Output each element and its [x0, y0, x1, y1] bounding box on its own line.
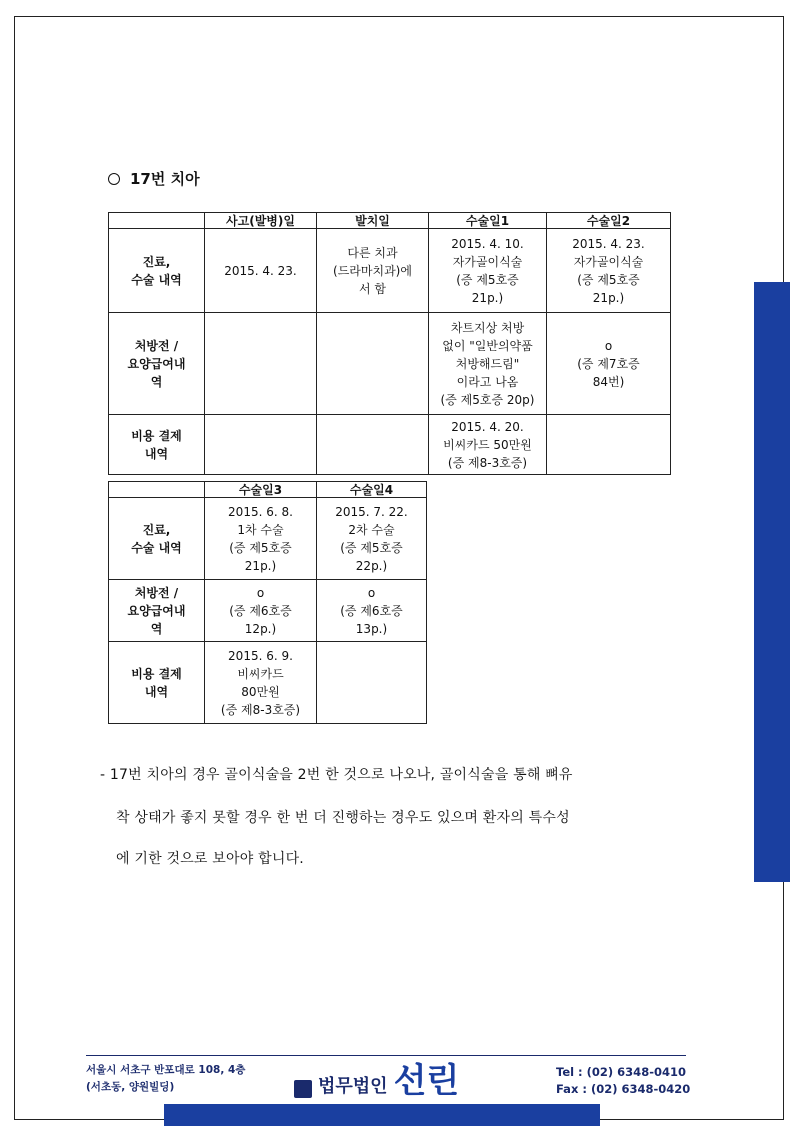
- table-cell: o (증 제6호증 12p.): [205, 580, 317, 642]
- row-label: 진료, 수술 내역: [109, 498, 205, 580]
- logo-mark-icon: [294, 1080, 312, 1098]
- row-label: 비용 결제 내역: [109, 415, 205, 475]
- table-cell: 2015. 6. 9. 비씨카드 80만원 (증 제8-3호증): [205, 642, 317, 724]
- table-header-cell: [109, 213, 205, 229]
- section-title: [108, 168, 200, 189]
- row-label: 처방전 / 요양급여내 역: [109, 580, 205, 642]
- fax-text: Fax : (02) 6348-0420: [556, 1082, 691, 1096]
- logo-small-text: 법무법인: [318, 1076, 388, 1097]
- address-line-1: 서울시 서초구 반포대로 108, 4층: [86, 1064, 246, 1076]
- row-label: 비용 결제 내역: [109, 642, 205, 724]
- table-cell: [317, 415, 429, 475]
- table-header-cell: 발치일: [317, 213, 429, 229]
- table-cell: [205, 313, 317, 415]
- table-header-cell: 수술일1: [429, 213, 547, 229]
- row-label: 진료, 수술 내역: [109, 229, 205, 313]
- table-cell: [547, 415, 671, 475]
- blue-bottom-bar: [164, 1104, 600, 1126]
- table-row: [109, 498, 427, 580]
- section-title-text: 17번 치아: [130, 170, 200, 188]
- table-header-cell: 수술일4: [317, 482, 427, 498]
- footer-contact: [556, 1064, 690, 1098]
- table-cell: 2015. 6. 8. 1차 수술 (증 제5호증 21p.): [205, 498, 317, 580]
- paragraph-line: 착 상태가 좋지 못할 경우 한 번 더 진행하는 경우도 있으며 환자의 특수성: [116, 810, 570, 826]
- table-header-row: [109, 482, 427, 498]
- table-cell: o (증 제7호증 84번): [547, 313, 671, 415]
- table-cell: o (증 제6호증 13p.): [317, 580, 427, 642]
- table-cell: 2015. 4. 23. 자가골이식술 (증 제5호증 21p.): [547, 229, 671, 313]
- footer-divider: [86, 1055, 686, 1056]
- table-row: [109, 229, 671, 313]
- table-header-cell: [109, 482, 205, 498]
- table-header-cell: 수술일3: [205, 482, 317, 498]
- treatment-table-1: [108, 212, 671, 475]
- footer-address: [86, 1062, 245, 1096]
- table-row: [109, 415, 671, 475]
- blue-side-bar: [754, 282, 790, 882]
- table-cell: [317, 642, 427, 724]
- table-cell: [317, 313, 429, 415]
- table-row: [109, 642, 427, 724]
- table-cell: 2015. 4. 23.: [205, 229, 317, 313]
- logo-big-text: 선린: [393, 1061, 460, 1101]
- row-label: 처방전 / 요양급여내 역: [109, 313, 205, 415]
- tel-text: Tel : (02) 6348-0410: [556, 1065, 686, 1079]
- firm-logo: [294, 1061, 460, 1101]
- table-cell: 차트지상 처방 없이 "일반의약품 처방해드림" 이라고 나옴 (증 제5호증 20p): [429, 313, 547, 415]
- paragraph-line: 에 기한 것으로 보아야 합니다.: [116, 851, 304, 867]
- address-line-2: (서초동, 양원빌딩): [86, 1081, 175, 1093]
- table-cell: 2015. 7. 22. 2차 수술 (증 제5호증 22p.): [317, 498, 427, 580]
- treatment-table-2: [108, 481, 427, 724]
- paragraph-line: - 17번 치아의 경우 골이식술을 2번 한 것으로 나오나, 골이식술을 통해 뼈유: [100, 767, 573, 783]
- table-cell: 2015. 4. 10. 자가골이식술 (증 제5호증 21p.): [429, 229, 547, 313]
- table-cell: 다른 치과 (드라마치과)에 서 함: [317, 229, 429, 313]
- table-row: [109, 313, 671, 415]
- table-cell: [205, 415, 317, 475]
- table-header-cell: 사고(발병)일: [205, 213, 317, 229]
- circle-bullet-icon: [108, 173, 120, 185]
- table-header-cell: 수술일2: [547, 213, 671, 229]
- table-header-row: [109, 213, 671, 229]
- table-cell: 2015. 4. 20. 비씨카드 50만원 (증 제8-3호증): [429, 415, 547, 475]
- table-row: [109, 580, 427, 642]
